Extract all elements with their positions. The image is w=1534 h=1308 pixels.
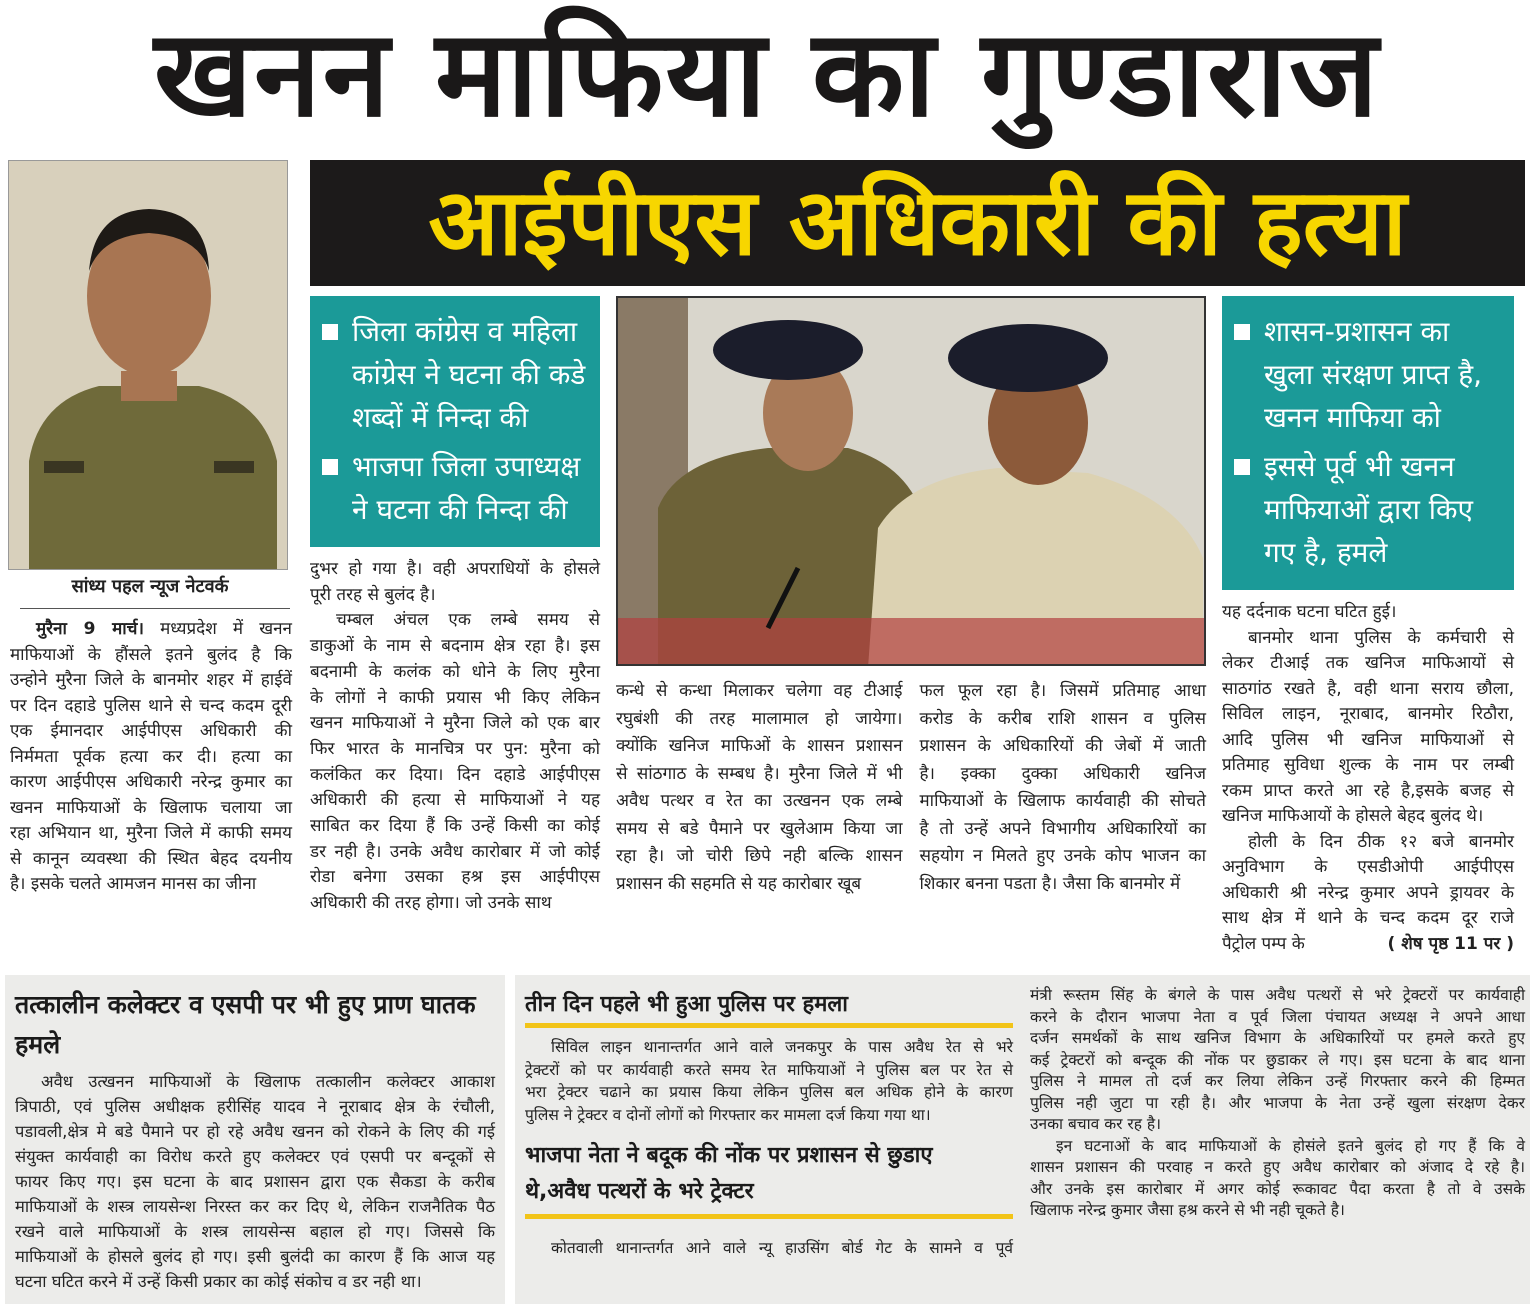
right-region bbox=[310, 160, 1525, 957]
bullet-square-icon bbox=[322, 324, 338, 340]
story-heading bbox=[525, 1138, 1013, 1210]
article-column-3 bbox=[616, 678, 903, 898]
text-line: प्रशासन के अधिकारियों की जेबों में जाती bbox=[919, 736, 1206, 756]
text-line: साठगांठ रखते है, वही थाना सराय छौला, bbox=[1222, 678, 1514, 699]
text-line: साबित कर दिया हैं कि उन्हें किसी का कोई bbox=[310, 816, 600, 837]
text-line: रखने वाले माफियाओं के शस्त्र लायसेन्स बहाल हो गए। जिससे कि bbox=[15, 1222, 495, 1241]
bottom-section bbox=[0, 975, 1534, 1308]
article-column-1 bbox=[8, 617, 292, 898]
text-line bbox=[10, 617, 292, 643]
top-section bbox=[0, 150, 1534, 957]
text-line: है। इक्का दुक्का अधिकारी खनिज bbox=[919, 763, 1206, 784]
text-line: साथ क्षेत्र में थाने के चन्द कदम दूर राजे bbox=[1222, 908, 1514, 928]
text-line: रहा अभियान था, मुरैना जिले में काफी समय bbox=[10, 823, 292, 843]
heading-rule bbox=[525, 1214, 1013, 1219]
text-line: और उनके इस कारोबार में अगर कोई रूकावट पैदा करता है तो वे उसके bbox=[1030, 1179, 1525, 1198]
highlight-item bbox=[322, 310, 590, 439]
highlight-item bbox=[1234, 310, 1504, 439]
text-line: फल फूल रहा है। जिसमें प्रतिमाह आधा bbox=[919, 681, 1206, 701]
text-line: कन्धे से कन्धा मिलाकर चलेगा वह टीआई bbox=[616, 681, 903, 701]
text-line: मंत्री रूस्तम सिंह के बंगले के पास अवैध पत्थरों से भरे ट्रेक्टरों पर कार्यवाही bbox=[1030, 986, 1525, 1004]
byline: सांध्य पहल न्यूज नेटवर्क bbox=[71, 576, 229, 597]
text-line: पडावली,क्षेत्र मे बडे पैमाने पर हो रहे अवैध खनन को रोकने के लिए की गई bbox=[15, 1122, 495, 1141]
text-line: पुलिस ने मामल तो दर्ज कर लिया लेकिन उन्हें गिरफ्तार करने की हिम्मत bbox=[1030, 1072, 1525, 1090]
text-line: माफियाओं के हौंसले इतने बुलंद है कि bbox=[10, 644, 292, 665]
text-line: उनका बचाव कर रह है। bbox=[1030, 1115, 1161, 1133]
text-line: भरा ट्रेक्टर चढाने का प्रयास किया लेकिन पुलिस बल अधिक होने के कारण bbox=[525, 1083, 1013, 1101]
lower-columns bbox=[310, 296, 1525, 957]
text-line: बदनामी के कलंक को धोने के लिए मुरैना bbox=[310, 661, 600, 682]
column-lines bbox=[10, 643, 292, 898]
text-line: सिविल लाइन, नूराबाद, बानमोर रिठौरा, bbox=[1222, 704, 1514, 724]
text-line: अधिकारी की हत्या से माफियाओं ने यह bbox=[310, 790, 600, 811]
text-line: संयुक्त कार्यवाही का विरोध करते हुए कलेक्टर एवं एसपी पर बन्दूकों से bbox=[15, 1147, 495, 1166]
text-line: अनुविभाग के एसडीओपी आईपीएस bbox=[1222, 857, 1514, 877]
text-line: पुलिस नही जुटा पा रही है। और भाजपा के नेता उन्हें खुला संरक्षण देकर bbox=[1030, 1093, 1525, 1112]
text-line: है। इसके चलते आमजन मानस का जीना bbox=[10, 874, 257, 894]
story-body bbox=[525, 1237, 1013, 1260]
text-line: उन्होने मुरैना जिले के बानमोर शहर में हाईवें bbox=[10, 670, 292, 690]
text-line: घटना घटित करने में उन्हें किसी प्रकार का कोई संकोच व डर नही था। bbox=[15, 1272, 422, 1291]
portrait-illustration bbox=[9, 161, 288, 570]
text-line: डर नही है। उनके अवैध कारोबार में जो कोई bbox=[310, 841, 600, 862]
sub-headline-banner: आईपीएस अधिकारी की हत्या bbox=[310, 160, 1525, 286]
highlights-box-right bbox=[1222, 296, 1514, 590]
text-line: ट्रेक्टरों को पर कार्यवाही करते समय रेत माफियाओं ने पुलिस बल पर रेत से bbox=[525, 1060, 1013, 1079]
column-group-left bbox=[310, 296, 600, 917]
text-line: कोतवाली थानान्तर्गत आने वाले न्यू हाउसिंग बोर्ड गेट के सामने व पूर्व bbox=[551, 1239, 1013, 1257]
text-line: लेकर टीआई तक खनिज माफिआयों से bbox=[1222, 653, 1514, 673]
highlights-box-left bbox=[310, 296, 600, 547]
bullet-square-icon bbox=[1234, 459, 1250, 475]
text-line: सिविल लाइन थानान्तर्गत आने वाले जनकपुर के पास अवैध रेत से भरे bbox=[551, 1038, 1013, 1056]
text-span: मध्यप्रदेश में खनन bbox=[160, 619, 292, 639]
text-line: निर्ममता पूर्वक हत्या कर दी। हत्या का bbox=[10, 746, 292, 767]
text-line: अधिकारी की तरह होगा। जो उनके साथ bbox=[310, 893, 552, 914]
text-line: रकम प्राप्त करते आ रहे है,इसके बजह से bbox=[1222, 780, 1514, 801]
text-line: है तो उन्हें अपने विभागीय अधिकारियों का bbox=[919, 818, 1206, 839]
sidebar-story-collector-attack bbox=[5, 975, 505, 1304]
story-body bbox=[15, 1069, 495, 1294]
text-line: रोडा बनेगा उसका हश्र इस आईपीएस bbox=[310, 867, 600, 888]
column-group-right bbox=[1222, 296, 1514, 957]
text-line: यह दर्दनाक घटना घटित हुई। bbox=[1222, 602, 1397, 622]
text-span: पैट्रोल पम्प के bbox=[1222, 933, 1305, 954]
text-line: खनन माफियाओं के खिलाफ चलाया जा bbox=[10, 797, 292, 818]
text-line: खनिज माफिआयों के होसले बेहद बुलंद थे। bbox=[1222, 806, 1484, 826]
bullet-square-icon bbox=[322, 459, 338, 475]
text-line: प्रशासन की सहमति से यह कारोबार खूब bbox=[616, 873, 862, 894]
highlight-text: भाजपा जिला उपाध्यक्ष ने घटना की निन्दा की bbox=[352, 450, 581, 526]
story-left-column bbox=[525, 989, 1013, 1294]
text-line: कारण आईपीएस अधिकारी नरेन्द्र कुमार का bbox=[10, 772, 292, 792]
text-line: होली के दिन ठीक १२ बजे बानमोर bbox=[1248, 831, 1514, 852]
heading-line: थे,अवैध पत्थरों के भरे ट्रेक्टर bbox=[525, 1179, 754, 1204]
text-line: चम्बल अंचल एक लम्बे समय से bbox=[336, 610, 600, 631]
text-line: कलंकित कर दिया। दिन दहाडे आईपीएस bbox=[310, 764, 600, 785]
text-line: पर दिन दहाडे पुलिस थाने से चन्द कदम दूरी bbox=[10, 695, 292, 716]
press-conference-photo bbox=[616, 296, 1206, 666]
text-line: फायर किए गए। इस घटना के बाद प्रशासन द्वारा एक सैकडा के करीब bbox=[15, 1172, 495, 1191]
text-line bbox=[1222, 932, 1514, 958]
highlight-item bbox=[322, 445, 590, 531]
continued-on-page-link[interactable]: ( शेष पृष्ठ 11 पर ) bbox=[1387, 933, 1514, 954]
text-line: शासन प्रशासन की परवाह न करते हुए अवैध कारोबार को अंजाद दे रहे है। bbox=[1030, 1158, 1525, 1176]
highlight-text: जिला कांग्रेस व महिला कांग्रेस ने घटना की कडे शब्दों में निन्दा की bbox=[352, 315, 586, 434]
highlight-text: इससे पूर्व भी खनन माफियाओं द्वारा किए गए है, हमले bbox=[1264, 450, 1474, 569]
text-line: शिकार बनना पडता है। जैसा कि बानमोर में bbox=[919, 873, 1181, 894]
text-line: पुलिस ने ट्रेक्टर व दोनों लोगों को गिरफ्तार कर मामला दर्ज किया गया था। bbox=[525, 1105, 931, 1124]
heading-line: भाजपा नेता ने बदूक की नोंक पर प्रशासन से छुडाए bbox=[525, 1143, 933, 1168]
text-line: के लोगों ने काफी प्रयास भी किए लेकिन bbox=[310, 687, 600, 708]
text-line: प्रतिमाह सुविधा शुल्क के नाम पर लम्बी bbox=[1222, 755, 1514, 775]
article-column-5 bbox=[1222, 600, 1514, 957]
press-conference-illustration bbox=[618, 298, 1206, 666]
text-line: खनन माफियाओं ने मुरैना जिले को एक बार bbox=[310, 713, 600, 734]
story-heading: तत्कालीन कलेक्टर व एसपी पर भी हुए प्राण घातक हमले bbox=[15, 990, 476, 1059]
bullet-square-icon bbox=[1234, 324, 1250, 340]
text-line: अवैध उत्खनन माफियाओं के खिलाफ तत्कालीन कलेक्टर आकाश bbox=[41, 1072, 495, 1091]
story-body bbox=[525, 1036, 1013, 1126]
heading-rule bbox=[525, 1023, 1013, 1028]
text-line: रहा है। जो चोरी छिपे नही बल्कि शासन bbox=[616, 846, 903, 866]
story-heading: तीन दिन पहले भी हुआ पुलिस पर हमला bbox=[525, 992, 849, 1017]
text-line: अधिकारी श्री नरेन्द्र कुमार अपने ड्रायवर के bbox=[1222, 882, 1514, 903]
text-line: त्रिपाठी, एवं पुलिस अधीक्षक हरीसिंह यादव ने नूराबाद क्षेत्र के रंचौली, bbox=[15, 1097, 495, 1116]
text-line: सहयोग न मिलते हुए उनके कोप भाजन का bbox=[919, 846, 1206, 866]
text-line: समय से बडे पैमाने पर खुलेआम किया जा bbox=[616, 818, 903, 839]
text-line: क्योंकि खनिज माफिओं के शासन प्रशासन bbox=[616, 736, 903, 756]
main-headline: खनन माफिया का गुण्डाराज bbox=[153, 5, 1381, 144]
text-line: रघुबंशी की तरह मालामाल हो जायेगा। bbox=[616, 708, 903, 729]
text-line: से कानून व्यवस्था की स्थित बेहद दयनीय bbox=[10, 848, 292, 869]
column-group-middle bbox=[616, 296, 1206, 898]
left-column bbox=[8, 160, 292, 898]
highlight-text: शासन-प्रशासन का खुला संरक्षण प्राप्त है, खनन माफिया को bbox=[1264, 315, 1483, 434]
text-line: करने के दौरान भाजपा नेता व पूर्व जिला पंचायत अध्यक्ष ने अपने आधा bbox=[1030, 1007, 1525, 1026]
text-line: डाकुओं के नाम से बदनाम क्षेत्र रहा है। इस bbox=[310, 636, 600, 657]
middle-text-columns bbox=[616, 678, 1206, 898]
dateline: मुरैना 9 मार्च। bbox=[36, 619, 144, 639]
text-line: आदि पुलिस भी खनिज माफियाओं से bbox=[1222, 729, 1514, 750]
text-line: अवैध पत्थर व रेत का उत्खनन एक लम्बे bbox=[616, 791, 903, 811]
text-line: माफियाओं के शस्त्र लायसेन्श निरस्त कर कर दिए थे, लेकिन राजनैतिक पैठ bbox=[15, 1197, 495, 1216]
text-line: कई ट्रेक्टरों को बन्दूक की नोंक पर छुडाकर ले गए। इस घटना के बाद थाना bbox=[1030, 1050, 1525, 1069]
text-line: पूरी तरह से बुलंद है। bbox=[310, 584, 436, 605]
article-column-2 bbox=[310, 557, 600, 917]
text-line: से सांठगाठ के सम्बध है। मुरैना जिले में भी bbox=[616, 763, 903, 784]
article-column-4 bbox=[920, 678, 1207, 898]
text-line: माफियाओं के होसले बुलंद हो गए। इसी बुलंदी का कारण हैं कि आज यह bbox=[15, 1247, 495, 1266]
text-line: बानमोर थाना पुलिस के कर्मचारी से bbox=[1248, 627, 1514, 648]
text-line: फिर भारत के मानचित्र पर पुन: मुरैना को bbox=[310, 738, 600, 759]
text-line: माफियाओं के खिलाफ कार्यवाही की सोचते bbox=[919, 791, 1206, 811]
story-body-continued bbox=[1030, 985, 1525, 1294]
byline-divider bbox=[20, 608, 290, 609]
highlight-item bbox=[1234, 445, 1504, 574]
text-line: दुभर हो गया है। वही अपराधियों के होसले bbox=[310, 559, 600, 579]
text-line: एक ईमानदार आईपीएस अधिकारी की bbox=[10, 721, 292, 741]
text-line: खिलाफ नरेन्द्र कुमार जैसा हश्र करने से भी नही चूकते है। bbox=[1030, 1201, 1345, 1219]
officer-portrait-photo bbox=[8, 160, 288, 570]
text-line: दर्जन समर्थकों के साथ खनिज विभाग के अधिकारियों पर हमले करते हुए bbox=[1030, 1029, 1525, 1047]
text-line: करोड के करीब राशि शासन व पुलिस bbox=[919, 708, 1206, 729]
column-lines bbox=[1222, 600, 1514, 932]
text-line: इन घटनाओं के बाद माफियाओं के होसंले इतने बुलंद हो गए हैं कि वे bbox=[1056, 1136, 1525, 1155]
sidebar-story-police-attacks bbox=[515, 975, 1530, 1304]
